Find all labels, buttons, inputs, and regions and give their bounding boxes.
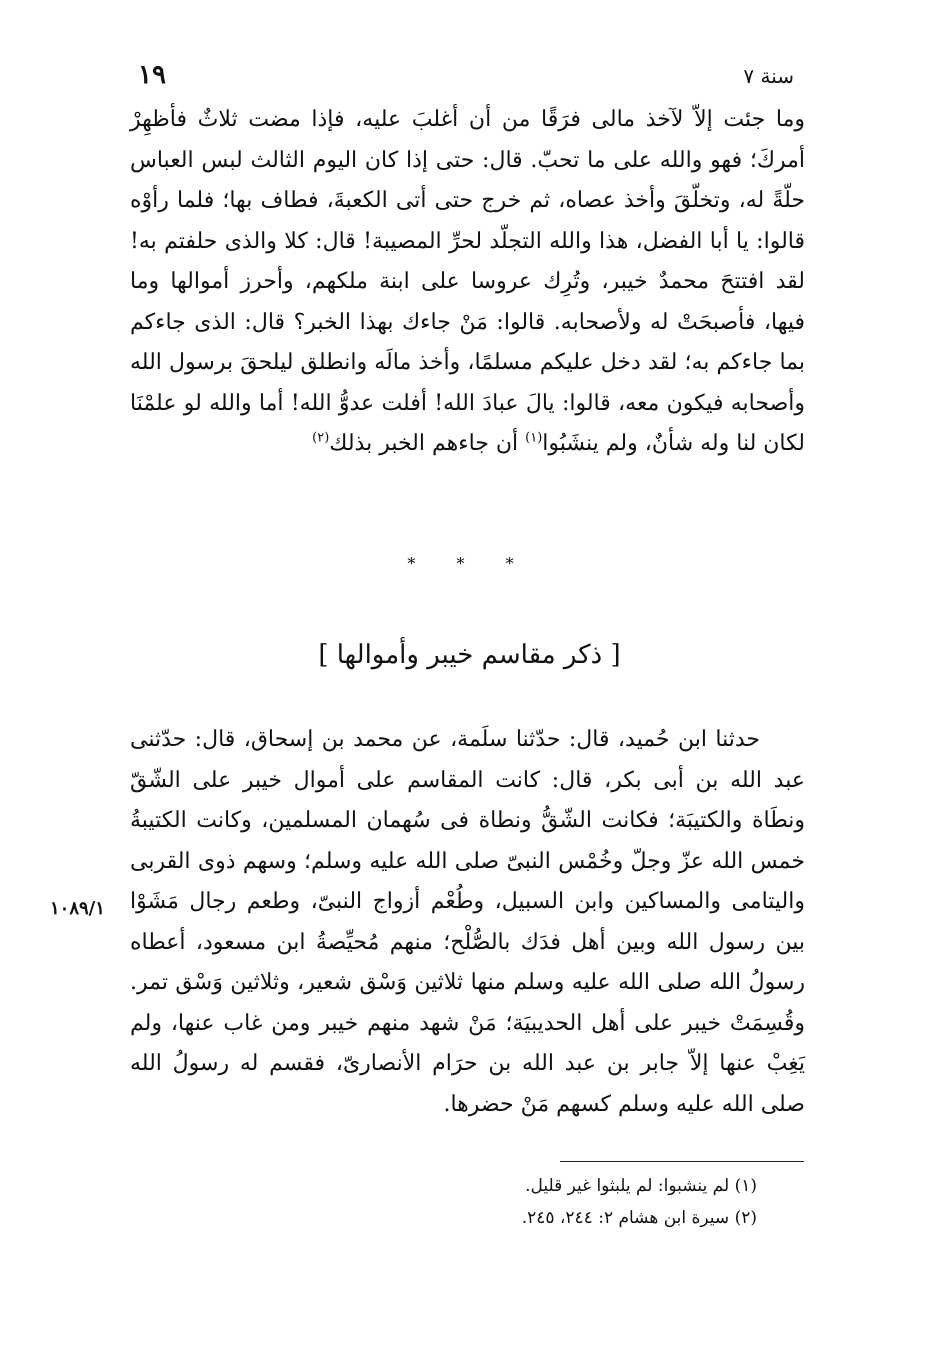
footnote-rule xyxy=(560,1161,804,1162)
margin-reference: ١٠٨٩/١ xyxy=(50,898,105,919)
footnote-1: (١) لم ينشبوا: لم يلبثوا غير قليل. xyxy=(525,1176,757,1196)
footnote-marker-1: (١) xyxy=(525,430,543,446)
section-separator: * * * xyxy=(407,554,532,573)
page-number: ١٩ xyxy=(138,60,166,90)
paragraph-1 xyxy=(130,100,805,465)
paragraph-2: حدثنا ابن حُميد، قال: حدّثنا سلَمة، عن محمد بن إسحاق، قال: حدّثنى عبد الله بن أبى بكر، قال: كانت المقاسم على أموال خيبر على الشّقّ ونطَاة والكتيبَة؛ فكانت الشّقُّ ونطاة فى سُهمان المسلمين، وكانت الكتيبةُ خمس الله عزّ وجلّ وخُمْس النبىّ صلى الله عليه وسلم؛ وسهم ذوى القربى واليتامى والمساكين وابن السبيل، وطُعْم أزواج النبىّ، وطعم رجال مَشَوْا بين رسول الله وبين أهل فدَك بالصُّلْح؛ منهم مُحيِّصةُ ابن مسعود، أعطاه رسولُ الله صلى الله عليه وسلم منها ثلاثين وَسْق شعير، وثلاثين وَسْق تمر. وقُسِمَتْ خيبر على أهل الحديبيَة؛ مَنْ شهد منهم خيبر ومن غاب عنها، ولم يَغِبْ عنها إلاّ جابر بن عبد الله بن حرَام الأنصارىّ، فقسم له رسولُ الله صلى الله عليه وسلم كسهم مَنْ حضرها. xyxy=(130,727,805,1117)
section-title: [ ذكر مقاسم خيبر وأموالها ] xyxy=(318,640,621,670)
footnote-marker-2: (٢) xyxy=(312,430,330,446)
paragraph-1-text: وما جئت إلاّ لآخذ مالى فرَقًا من أن أغلبَ عليه، فإذا مضت ثلاثٌ فأظهِرْ أمركَ؛ فهو والله على ما تحبّ. قال: حتى إذا كان اليوم الثالث لبس العباس حلّةً له، وتخلّقَ وأخذ عصاه، ثم خرج حتى أتى الكعبةَ، فطاف بها؛ فلما رأوْه قالوا: يا أبا الفضل، هذا والله التجلّد لحرِّ المصيبة! قال: كلا والذى حلفتم به! لقد افتتحَ محمدٌ خيبر، وتُرِك عروسا على ابنة ملكهم، وأحرز أموالها وما فيها، فأصبحَتْ له ولأصحابه. قالوا: مَنْ جاءك بهذا الخبر؟ قال: الذى جاءكم بما جاءكم به؛ لقد دخل عليكم مسلمًا، وأخذ مالَه وانطلق ليلحقَ برسول الله وأصحابه فيكون معه، قالوا: يالَ عبادَ الله! أفلت عدوُّ الله! أما والله لو علمْنَا لكان لنا وله شأنٌ، ولم ينشَبُوا xyxy=(130,107,805,456)
footnote-2: (٢) سيرة ابن هشام ٢: ٢٤٤، ٢٤٥. xyxy=(521,1208,757,1228)
footnotes xyxy=(357,1170,757,1234)
running-header: سنة ٧ xyxy=(743,64,794,88)
paragraph-1-text-end: أن جاءهم الخبر بذلك xyxy=(329,431,526,456)
